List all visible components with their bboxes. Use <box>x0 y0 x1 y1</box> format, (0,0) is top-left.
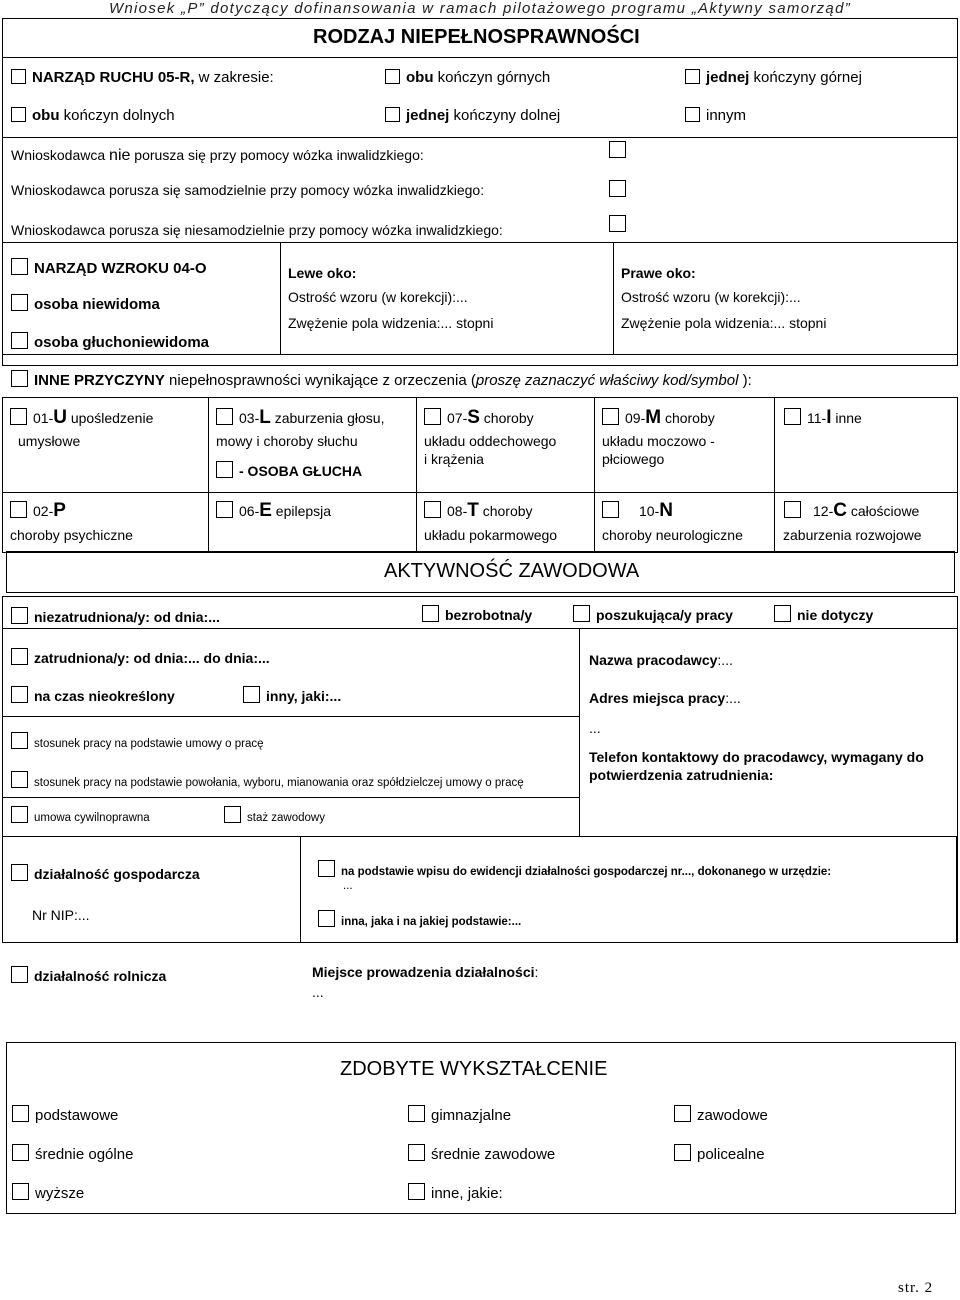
internship-option <box>224 806 325 824</box>
internship-text: staż zawodowy <box>247 812 325 824</box>
edu-secondary-general <box>12 1144 133 1163</box>
code-06-letter: E <box>259 500 272 521</box>
divider <box>280 242 281 354</box>
address-label: Adres miejsca pracy <box>589 690 726 706</box>
checkbox-employed[interactable] <box>11 648 28 665</box>
disability-title: RODZAJ NIEPEŁNOSPRAWNOŚCI <box>313 26 640 48</box>
vocational-text: zawodowe <box>697 1107 768 1124</box>
other-causes-row <box>11 370 752 389</box>
wheelchair-self-label: Wnioskodawca porusza się samodzielnie przy pomocy wózka inwalidzkiego: <box>11 182 485 198</box>
code-09-letter: M <box>645 407 662 428</box>
address-field[interactable] <box>589 690 741 706</box>
checkbox-one-upper[interactable] <box>685 69 700 84</box>
checkbox-registry1[interactable] <box>318 860 335 877</box>
code-09-m <box>602 407 715 429</box>
divider <box>2 242 957 243</box>
code-10-letter: N <box>659 500 673 521</box>
civil-option <box>11 806 150 824</box>
other-limb-text: innym <box>706 107 747 124</box>
checkbox-code-02[interactable] <box>10 501 27 518</box>
code-07-letter: S <box>467 407 480 428</box>
jobless-option <box>422 605 532 623</box>
both-upper-option <box>385 69 550 86</box>
checkbox-seeking[interactable] <box>573 605 590 622</box>
checkbox-business[interactable] <box>11 864 28 881</box>
registry2-text[interactable]: inna, jaka i na jakiej podstawie:... <box>341 916 522 928</box>
jobless-text: bezrobotna/y <box>445 607 533 623</box>
checkbox-jobless[interactable] <box>422 605 439 622</box>
checkbox-secondary-general[interactable] <box>12 1144 29 1161</box>
one-upper-bold: jednej <box>706 69 750 86</box>
left-field-narrowing[interactable]: Zwężenie pola widzenia:... stopni <box>288 315 494 331</box>
place-label <box>312 964 538 980</box>
checkbox-code-01[interactable] <box>10 408 27 425</box>
divider <box>2 942 957 943</box>
checkbox-code-11[interactable] <box>784 408 801 425</box>
checkbox-other-kind[interactable] <box>243 686 260 703</box>
code-12-text2: zaburzenia rozwojowe <box>783 527 922 543</box>
business-option <box>11 864 200 882</box>
code-08-letter: T <box>467 500 479 521</box>
checkbox-indefinite[interactable] <box>11 686 28 703</box>
code-09-text3: płciowego <box>602 451 665 467</box>
code-12-c <box>784 500 919 522</box>
one-lower-text: kończyny dolnej <box>449 107 561 124</box>
divider <box>208 397 209 552</box>
deafblind-option <box>11 332 209 351</box>
code-01-text: upośledzenie <box>66 410 154 426</box>
code-08-t <box>424 500 533 522</box>
code-08-text: choroby <box>478 503 533 519</box>
divider <box>2 354 957 355</box>
code-01-letter: U <box>53 407 67 428</box>
employed-text[interactable]: zatrudniona/y: od dnia:... do dnia:... <box>34 650 270 666</box>
divider <box>594 397 595 552</box>
code-08-num: 08- <box>447 503 468 519</box>
code-01-num: 01- <box>33 410 54 426</box>
employed-option <box>11 648 270 666</box>
code-02-num: 02- <box>33 503 54 519</box>
registry1-line2[interactable]: ... <box>343 880 353 892</box>
contract1-text: stosunek pracy na podstawie umowy o pracę <box>34 738 264 750</box>
code-07-text2: układu oddechowego <box>424 433 557 449</box>
divider <box>2 628 957 629</box>
wheel1-c: porusza się przy pomocy wózka inwalidzkiego: <box>130 147 424 163</box>
checkbox-deafblind[interactable] <box>11 332 28 349</box>
checkbox-secondary-vocational[interactable] <box>408 1144 425 1161</box>
registry2-option <box>318 910 521 928</box>
divider <box>2 137 957 138</box>
code-01-u <box>10 407 153 429</box>
checkbox-one-lower[interactable] <box>385 107 400 122</box>
divider <box>2 492 957 493</box>
education-title: ZDOBYTE WYKSZTAŁCENIE <box>340 1058 608 1080</box>
checkbox-wheelchair-assisted[interactable] <box>609 215 626 232</box>
code-07-s <box>424 407 534 429</box>
registry1-option <box>318 860 831 878</box>
code-06-text: epilepsja <box>271 503 332 519</box>
other-education-text[interactable]: inne, jakie: <box>431 1185 503 1202</box>
address-line2[interactable]: ... <box>589 720 601 736</box>
motor-organ-row <box>11 69 274 86</box>
checkbox-code-12[interactable] <box>784 501 801 518</box>
code-03-l <box>216 407 384 429</box>
code-02-p <box>10 500 66 522</box>
one-upper-text: kończyny górnej <box>749 69 862 86</box>
blind-option <box>11 294 160 313</box>
na-text: nie dotyczy <box>797 607 874 623</box>
code-08-text2: układu pokarmowego <box>424 527 558 543</box>
code-03-text2: mowy i choroby słuchu <box>216 433 358 449</box>
checkbox-motor-organ[interactable] <box>11 69 26 84</box>
blind-text: osoba niewidoma <box>34 296 160 313</box>
checkbox-wheelchair-self[interactable] <box>609 180 626 197</box>
motor-label: NARZĄD RUCHU 05-R, <box>32 69 195 86</box>
business-text: działalność gospodarcza <box>34 866 200 882</box>
code-03-letter: L <box>259 407 271 428</box>
seeking-option <box>573 605 733 623</box>
employer-dots: :... <box>717 652 733 668</box>
edu-post-secondary <box>674 1144 765 1163</box>
other-causes-text: niepełnosprawności wynikające z orzeczenia ( <box>164 372 476 389</box>
vision-label: NARZĄD WZROKU 04-O <box>34 260 207 277</box>
registry1-text[interactable]: na podstawie wpisu do ewidencji działalności gospodarczej nr..., dokonanego w urzędzie: <box>341 866 832 878</box>
secondary-vocational-text: średnie zawodowe <box>431 1146 556 1163</box>
checkbox-code-06[interactable] <box>216 501 233 518</box>
edu-other <box>408 1183 503 1202</box>
na-option <box>774 605 873 623</box>
checkbox-contract1[interactable] <box>11 732 28 749</box>
vision-organ-row <box>11 258 207 277</box>
divider <box>579 628 580 836</box>
checkbox-code-08[interactable] <box>424 501 441 518</box>
checkbox-farming[interactable] <box>11 966 28 983</box>
unemployed-text[interactable]: niezatrudniona/y: od dnia:... <box>34 609 220 625</box>
one-lower-bold: jednej <box>406 107 450 124</box>
checkbox-vision-organ[interactable] <box>11 258 28 275</box>
gymnasium-text: gimnazjalne <box>431 1107 512 1124</box>
checkbox-other-education[interactable] <box>408 1183 425 1200</box>
checkbox-both-upper[interactable] <box>385 69 400 84</box>
higher-text: wyższe <box>35 1185 85 1202</box>
place-field[interactable]: ... <box>312 984 324 1000</box>
code-03-text: zaburzenia głosu, <box>270 410 385 426</box>
divider <box>956 836 957 942</box>
checkbox-other-limb[interactable] <box>685 107 700 122</box>
indefinite-text: na czas nieokreślony <box>34 688 175 704</box>
farming-text: działalność rolnicza <box>34 968 167 984</box>
divider <box>2 797 580 798</box>
code-03-num: 03- <box>239 410 260 426</box>
code-11-letter: I <box>826 407 832 428</box>
divider <box>2 836 957 837</box>
checkbox-unemployed[interactable] <box>11 607 28 624</box>
checkbox-deaf[interactable] <box>216 461 233 478</box>
code-11-num: 11- <box>807 410 827 426</box>
edu-gymnasium <box>408 1105 511 1124</box>
checkbox-wheelchair-no[interactable] <box>609 141 626 158</box>
checkbox-code-03[interactable] <box>216 408 233 425</box>
code-07-text3: i krążenia <box>424 451 484 467</box>
one-upper-option <box>685 69 862 86</box>
one-lower-option <box>385 107 560 124</box>
checkbox-gymnasium[interactable] <box>408 1105 425 1122</box>
code-06-num: 06- <box>239 503 260 519</box>
code-09-text2: układu moczowo - <box>602 433 715 449</box>
contract1-option <box>11 732 263 750</box>
page-number: str. 2 <box>898 1280 934 1296</box>
code-07-text: choroby <box>479 410 534 426</box>
divider <box>2 716 580 717</box>
employer-field[interactable] <box>589 652 733 668</box>
divider <box>2 57 957 58</box>
code-10-n <box>602 500 673 522</box>
checkbox-contract2[interactable] <box>11 771 28 788</box>
code-03-deaf-text: - OSOBA GŁUCHA <box>239 463 363 479</box>
code-03-deaf <box>216 461 362 479</box>
other-kind-text[interactable]: inny, jaki:... <box>266 688 342 704</box>
right-eye-label: Prawe oko: <box>621 265 696 281</box>
checkbox-code-10[interactable] <box>602 501 619 518</box>
post-secondary-text: policealne <box>697 1146 765 1163</box>
both-upper-bold: obu <box>406 69 434 86</box>
divider <box>416 397 417 552</box>
code-11-i <box>784 407 862 429</box>
edu-primary <box>12 1105 118 1124</box>
address-dots: :... <box>725 690 741 706</box>
checkbox-post-secondary[interactable] <box>674 1144 691 1161</box>
wheel1-a: Wnioskodawca <box>11 147 110 163</box>
other-causes-end: ): <box>738 372 752 389</box>
checkbox-code-09[interactable] <box>602 408 619 425</box>
wheelchair-no-label <box>11 147 424 165</box>
right-acuity-field[interactable]: Ostrość wzoru (w korekcji):... <box>621 289 801 305</box>
farming-option <box>11 966 166 984</box>
secondary-general-text: średnie ogólne <box>35 1146 134 1163</box>
divider <box>613 242 614 354</box>
code-10-text2: choroby neurologiczne <box>602 527 743 543</box>
code-06-e <box>216 500 331 522</box>
code-12-num: 12- <box>813 503 834 519</box>
right-field-narrowing[interactable]: Zwężenie pola widzenia:... stopni <box>621 315 827 331</box>
checkbox-na[interactable] <box>774 605 791 622</box>
code-12-text: całościowe <box>846 503 920 519</box>
phone-label: Telefon kontaktowy do pracodawcy, wymagany do potwierdzenia zatrudnienia: <box>589 749 924 783</box>
checkbox-both-lower[interactable] <box>11 107 26 122</box>
checkbox-blind[interactable] <box>11 294 28 311</box>
code-12-letter: C <box>833 500 847 521</box>
unemployed-option <box>11 607 220 625</box>
code-07-num: 07- <box>447 410 468 426</box>
code-11-text: inne <box>831 410 862 426</box>
both-lower-option <box>11 107 175 124</box>
primary-text: podstawowe <box>35 1107 119 1124</box>
divider <box>774 397 775 552</box>
edu-vocational <box>674 1105 768 1124</box>
civil-text: umowa cywilnoprawna <box>34 812 150 824</box>
checkbox-civil[interactable] <box>11 806 28 823</box>
checkbox-other-causes[interactable] <box>11 370 28 387</box>
place-label-text: Miejsce prowadzenia działalności <box>312 964 535 980</box>
seeking-text: poszukująca/y pracy <box>596 607 733 623</box>
code-02-text2: choroby psychiczne <box>10 527 133 543</box>
checkbox-vocational[interactable] <box>674 1105 691 1122</box>
both-lower-bold: obu <box>32 107 60 124</box>
edu-higher <box>12 1183 84 1202</box>
code-09-text: choroby <box>661 410 715 426</box>
code-02-letter: P <box>53 500 66 521</box>
left-eye-label: Lewe oko: <box>288 265 357 281</box>
other-causes-bold: INNE PRZYCZYNY <box>34 372 165 389</box>
checkbox-code-07[interactable] <box>424 408 441 425</box>
other-kind-option <box>243 686 341 704</box>
checkbox-registry2[interactable] <box>318 910 335 927</box>
contract2-option <box>11 771 524 789</box>
checkbox-primary[interactable] <box>12 1105 29 1122</box>
wheelchair-assisted-label: Wnioskodawca porusza się niesamodzielnie przy pomocy wózka inwalidzkiego: <box>11 222 503 238</box>
checkbox-internship[interactable] <box>224 806 241 823</box>
wheel1-b: nie <box>109 147 131 164</box>
document-header: Wniosek „P” dotyczący dofinansowania w ramach pilotażowego programu „Aktywny samorząd” <box>108 0 852 17</box>
employer-label: Nazwa pracodawcy <box>589 652 718 668</box>
other-causes-italic: proszę zaznaczyć właściwy kod/symbol <box>475 372 739 389</box>
nip-field[interactable]: Nr NIP:... <box>32 907 90 923</box>
code-10-num: 10- <box>639 503 660 519</box>
other-limb-option <box>685 107 746 124</box>
work-title: AKTYWNOŚĆ ZAWODOWA <box>384 560 640 582</box>
left-acuity-field[interactable]: Ostrość wzoru (w korekcji):... <box>288 289 468 305</box>
indefinite-option <box>11 686 175 704</box>
deafblind-text: osoba głuchoniewidoma <box>34 334 210 351</box>
motor-range-label: w zakresie: <box>194 69 274 86</box>
code-01-text2: umysłowe <box>18 433 81 449</box>
divider <box>300 836 301 942</box>
both-lower-text: kończyn dolnych <box>59 107 175 124</box>
both-upper-text: kończyn górnych <box>433 69 551 86</box>
checkbox-higher[interactable] <box>12 1183 29 1200</box>
place-colon: : <box>534 964 539 980</box>
code-09-num: 09- <box>625 410 646 426</box>
contract2-text: stosunek pracy na podstawie powołania, wyboru, mianowania oraz spółdzielczej umowy o pracę <box>34 777 524 789</box>
edu-secondary-vocational <box>408 1144 555 1163</box>
